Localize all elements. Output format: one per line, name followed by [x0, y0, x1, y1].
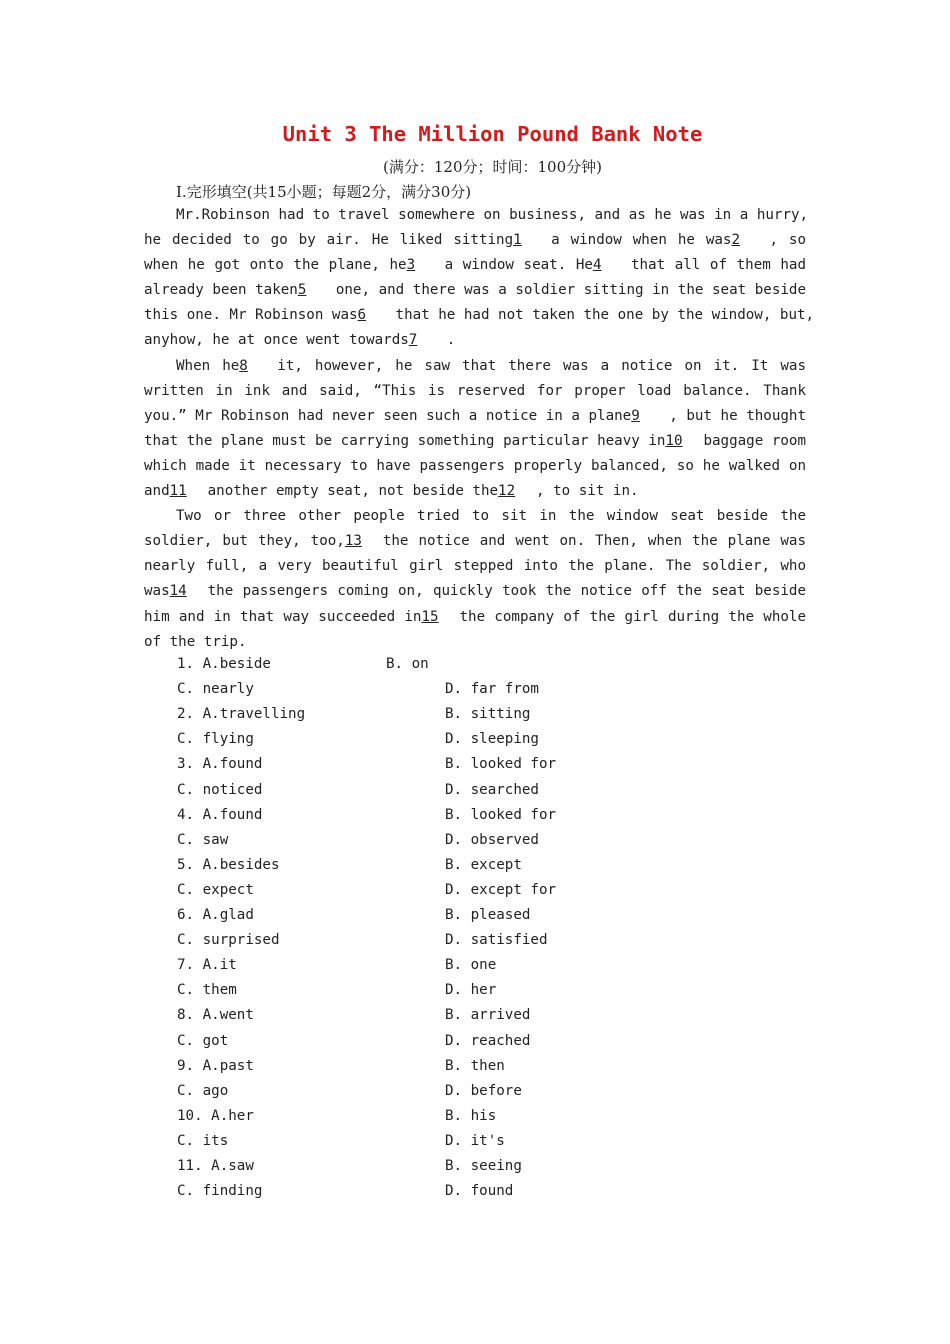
passage-line [144, 354, 806, 379]
passage-line [144, 454, 806, 479]
passage-line [144, 579, 806, 604]
passage-text: Mr.Robinson had to travel somewhere on business, and as he was in a hurry, [176, 207, 809, 223]
passage-text: one, and there was a soldier sitting in the seat beside [335, 282, 806, 299]
passage-line [144, 379, 806, 404]
blank-number: 6 [357, 307, 367, 324]
passage-text: which made it necessary to have passengers properly balanced, so he walked on [144, 457, 806, 474]
option-right: B. arrived [445, 1007, 531, 1024]
passage-text: When he [176, 357, 240, 374]
option-left: 2. A.travelling [177, 706, 306, 723]
passage-text: it, however, he saw that there was a notice on it. It was [277, 357, 806, 374]
option-right: D. searched [445, 781, 539, 798]
passage-text: baggage room [703, 432, 806, 449]
passage-text: another empty seat, not beside the [207, 483, 499, 500]
option-right: B. seeing [445, 1158, 522, 1174]
blank-number: 15 [421, 608, 439, 625]
option-right: D. far from [445, 681, 539, 698]
passage-text: he decided to go by air. He liked sitting [144, 232, 514, 249]
passage-line [144, 253, 806, 278]
passage-text: and [144, 483, 170, 500]
passage-line [144, 328, 806, 353]
blank-number: 2 [731, 232, 740, 249]
option-left: C. surprised [177, 932, 280, 949]
option-left: 9. A.past [177, 1057, 254, 1074]
passage-text: that he had not taken the one by the window, but, [395, 307, 815, 324]
passage-line [144, 605, 806, 630]
passage-text: , so [769, 232, 806, 249]
passage-text: . [446, 332, 456, 349]
blank-number: 10 [665, 432, 683, 449]
option-right: B. his [445, 1107, 497, 1124]
option-right: B. except [445, 856, 522, 873]
passage-text: that the plane must be carrying something particular heavy in [144, 432, 666, 449]
blank-number: 4 [592, 257, 602, 274]
option-right: B. sitting [445, 706, 531, 723]
passage-text: the company of the girl during the whole [459, 608, 806, 625]
passage-text: Two or three other people tried to sit in the window seat beside the [176, 508, 806, 525]
passage-text: of the trip. [144, 633, 247, 650]
passage-line [144, 278, 806, 303]
blank-number: 3 [406, 257, 416, 274]
passage-line [144, 630, 806, 655]
option-left: 7. A.it [177, 957, 237, 974]
option-left: C. finding [177, 1183, 263, 1200]
option-right: B. then [445, 1057, 505, 1074]
blank-number: 14 [169, 583, 187, 600]
passage-text: was [144, 583, 170, 600]
option-right: D. it's [445, 1132, 505, 1149]
cloze-passage [144, 203, 815, 655]
passage-line [144, 303, 815, 328]
option-left: 5. A.besides [177, 856, 280, 873]
option-right: B. pleased [445, 907, 531, 923]
option-left: C. saw [177, 831, 229, 848]
option-right: D. before [445, 1082, 522, 1099]
passage-text: a window when he was [551, 232, 732, 249]
passage-line [144, 529, 806, 554]
passage-text: that all of them had [630, 257, 806, 274]
passage-text: written in ink and said, “This is reserved for proper load balance. Thank [144, 382, 806, 399]
passage-text: you.” Mr Robinson had never seen such a notice in a plane [144, 407, 632, 424]
option-left: C. ago [177, 1082, 229, 1099]
passage-line [144, 504, 806, 529]
section-heading: Ⅰ.完形填空(共15小题；每题2分，满分30分) [176, 183, 472, 201]
passage-text: a window seat. He [444, 257, 593, 274]
option-right: D. observed [445, 831, 539, 848]
passage-text: already been taken [144, 282, 298, 299]
passage-text: , to sit in. [536, 483, 639, 500]
option-right: D. found [445, 1183, 514, 1200]
passage-line [144, 429, 806, 454]
option-left: 10. A.her [177, 1107, 254, 1124]
option-right: D. sleeping [445, 731, 539, 748]
passage-line [144, 228, 806, 253]
option-left: C. noticed [177, 781, 263, 798]
option-right: B. looked for [445, 756, 557, 773]
blank-number: 12 [498, 483, 516, 500]
option-left: 3. A.found [177, 756, 263, 773]
passage-text: him and in that way succeeded in [144, 608, 422, 625]
blank-number: 11 [169, 483, 187, 500]
blank-number: 5 [297, 282, 307, 299]
passage-text: anyhow, he at once went towards [144, 332, 409, 349]
passage-line [144, 554, 806, 579]
option-left: C. expect [177, 881, 254, 898]
option-left: 4. A.found [177, 806, 263, 823]
option-left: C. got [177, 1032, 229, 1049]
option-left: 11. A.saw [177, 1158, 254, 1174]
blank-number: 13 [344, 533, 362, 550]
option-left: 8. A.went [177, 1007, 254, 1024]
option-right: B. one [445, 957, 497, 974]
option-left: 1. A.beside [177, 656, 271, 672]
passage-line [144, 404, 806, 429]
option-right: D. except for [445, 881, 557, 898]
blank-number: 8 [239, 357, 248, 374]
option-right: D. satisfied [445, 932, 548, 949]
option-right: D. her [445, 982, 497, 999]
option-left: C. them [177, 982, 237, 999]
option-right: B. on [386, 656, 429, 672]
option-left: 6. A.glad [177, 907, 254, 923]
passage-line [144, 479, 806, 504]
passage-text: soldier, but they, too, [144, 533, 345, 550]
blank-number: 1 [513, 232, 522, 249]
option-left: C. flying [177, 731, 254, 748]
passage-text: , but he thought [669, 407, 806, 424]
passage-text: the notice and went on. Then, when the plane was [382, 533, 806, 550]
score-time-info: (满分：120分；时间：100分钟) [383, 158, 602, 176]
passage-text: when he got onto the plane, he [144, 257, 407, 274]
blank-number: 7 [408, 332, 418, 349]
option-right: D. reached [445, 1032, 531, 1049]
passage-text: this one. Mr Robinson was [144, 307, 358, 324]
page-title: Unit 3 The Million Pound Bank Note [282, 122, 703, 146]
blank-number: 9 [631, 407, 640, 424]
passage-text: nearly full, a very beautiful girl stepped into the plane. The soldier, who [144, 558, 806, 575]
option-right: B. looked for [445, 806, 557, 823]
passage-text: the passengers coming on, quickly took the notice off the seat beside [207, 583, 806, 600]
option-left: C. its [177, 1132, 229, 1149]
passage-line [144, 203, 809, 228]
option-left: C. nearly [177, 681, 254, 698]
